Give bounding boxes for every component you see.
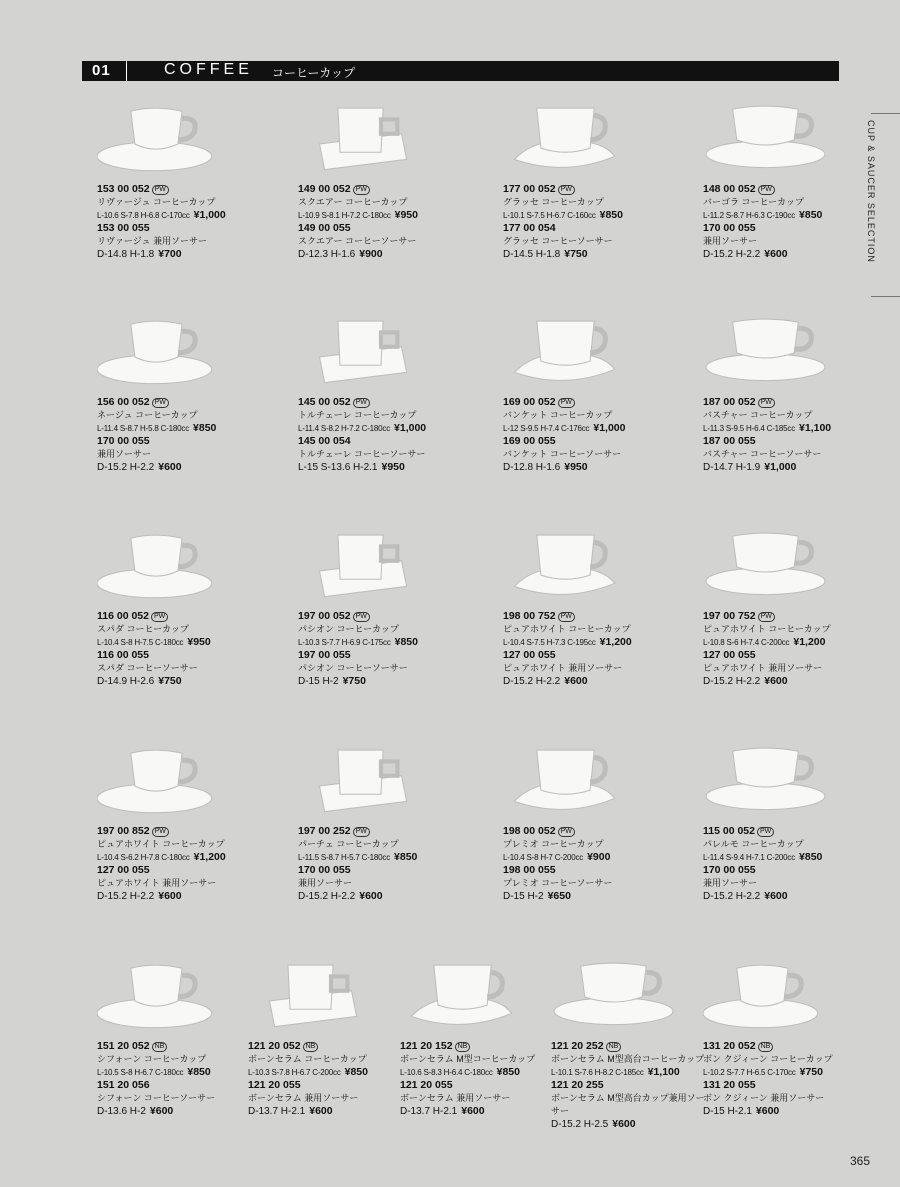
cup-and-saucer-icon [298, 316, 423, 398]
page-number: 365 [850, 1154, 871, 1168]
cup-price: ¥1,200 [599, 636, 632, 648]
cup-price: ¥1,000 [193, 209, 226, 221]
material-badge: PW [152, 185, 169, 195]
cup-dimensions: L-10.8 S-6 H-7.4 C-200cc [703, 638, 790, 647]
cup-and-saucer-icon [97, 745, 222, 827]
cup-code: 197 00 252 [298, 825, 351, 837]
product-info [703, 1040, 863, 1118]
saucer-price: ¥600 [461, 1105, 485, 1117]
cup-and-saucer-icon [703, 745, 828, 827]
cup-and-saucer-icon [503, 103, 628, 185]
product-item [248, 960, 398, 1117]
cup-code: 148 00 052 [703, 183, 756, 195]
product-info [298, 825, 458, 903]
cup-and-saucer-icon [703, 103, 828, 185]
cup-and-saucer-icon [97, 103, 222, 185]
cup-and-saucer-icon [97, 530, 222, 612]
material-badge: PW [151, 612, 168, 622]
cup-name: トルチェーレ コーヒーカップ [298, 410, 417, 420]
cup-dimensions: L-10.4 S-8 H-7 C-200cc [503, 853, 584, 862]
cup-name: グラッセ コーヒーカップ [503, 197, 604, 207]
cup-price: ¥950 [394, 209, 418, 221]
saucer-name: スパダ コーヒーソーサー [97, 663, 198, 673]
saucer-price: ¥650 [547, 890, 571, 902]
product-info [298, 396, 458, 474]
product-item [503, 530, 653, 687]
cup-code: 116 00 052 [97, 610, 149, 622]
cup-and-saucer-icon [703, 960, 828, 1042]
cup-price: ¥1,000 [394, 422, 427, 434]
product-image [298, 316, 428, 398]
saucer-price: ¥600 [158, 461, 182, 473]
cup-price: ¥850 [394, 851, 418, 863]
cup-price: ¥750 [799, 1066, 823, 1078]
product-info [97, 610, 257, 688]
saucer-dimensions: D-13.6 H-2 [97, 1106, 146, 1117]
saucer-price: ¥600 [755, 1105, 780, 1117]
product-image [703, 103, 833, 185]
product-item [703, 103, 853, 260]
cup-name: パシオン コーヒーカップ [298, 624, 399, 634]
product-info [503, 183, 663, 261]
saucer-name: ボーンセラム 兼用ソーサー [248, 1093, 359, 1103]
cup-price: ¥850 [599, 209, 623, 221]
cup-price: ¥850 [496, 1066, 520, 1078]
material-badge: NB [455, 1042, 471, 1052]
cup-price: ¥850 [799, 851, 823, 863]
header-divider [126, 61, 127, 81]
cup-dimensions: L-10.5 S-8 H-6.7 C-180cc [97, 1068, 184, 1077]
saucer-code: 149 00 055 [298, 222, 351, 234]
cup-price: ¥1,100 [647, 1066, 680, 1078]
saucer-name: 兼用ソーサー [703, 878, 758, 888]
product-image [298, 745, 428, 827]
saucer-code: 127 00 055 [503, 649, 556, 661]
cup-and-saucer-icon [503, 745, 628, 827]
cup-name: ピュアホワイト コーヒーカップ [97, 839, 225, 849]
material-badge: PW [758, 612, 775, 622]
product-item [551, 960, 705, 1130]
cup-and-saucer-icon [248, 960, 373, 1042]
cup-name: バンケット コーヒーカップ [503, 410, 613, 420]
cup-name: ピュアホワイト コーヒーカップ [503, 624, 631, 634]
saucer-dimensions: D-13.7 H-2.1 [248, 1106, 306, 1117]
cup-and-saucer-icon [703, 316, 828, 398]
product-item [503, 316, 653, 473]
product-item [400, 960, 550, 1117]
saucer-code: 170 00 055 [97, 435, 150, 447]
cup-name: ボーンセラム コーヒーカップ [248, 1054, 367, 1064]
cup-dimensions: L-10.4 S-6.2 H-7.8 C-180cc [97, 853, 190, 862]
cup-code: 197 00 752 [703, 610, 756, 622]
cup-name: リヴァージュ コーヒーカップ [97, 197, 216, 207]
product-info [400, 1040, 560, 1118]
saucer-dimensions: D-15.2 H-2.2 [503, 676, 561, 687]
product-image [97, 316, 227, 398]
saucer-code: 121 20 055 [248, 1079, 301, 1091]
cup-dimensions: L-10.2 S-7.7 H-6.5 C-170cc [703, 1068, 796, 1077]
saucer-price: ¥600 [764, 675, 788, 687]
product-item [97, 960, 247, 1117]
cup-dimensions: L-10.4 S-8 H-7.5 C-180cc [97, 638, 184, 647]
cup-name: バーゴラ コーヒーカップ [703, 197, 804, 207]
product-info [703, 825, 863, 903]
saucer-dimensions: D-15 H-2.1 [703, 1106, 752, 1117]
cup-code: 169 00 052 [503, 396, 556, 408]
cup-price: ¥950 [187, 636, 211, 648]
product-item [503, 745, 653, 902]
cup-dimensions: L-10.3 S-7.8 H-6.7 C-200cc [248, 1068, 341, 1077]
cup-name: スクエアー コーヒーカップ [298, 197, 408, 207]
saucer-name: シフォーン コーヒーソーサー [97, 1093, 216, 1103]
material-badge: PW [353, 185, 370, 195]
saucer-dimensions: D-15.2 H-2.2 [703, 249, 761, 260]
product-item [97, 316, 247, 473]
saucer-price: ¥1,000 [764, 461, 797, 473]
saucer-name: ボーンセラム 兼用ソーサー [400, 1093, 511, 1103]
saucer-name: パシオン コーヒーソーサー [298, 663, 408, 673]
saucer-code: 170 00 055 [703, 222, 756, 234]
saucer-dimensions: D-15.2 H-2.2 [703, 676, 761, 687]
cup-price: ¥1,200 [193, 851, 226, 863]
product-info [503, 825, 663, 903]
saucer-price: ¥750 [564, 248, 588, 260]
saucer-name: バスチャー コーヒーソーサー [703, 449, 822, 459]
cup-name: ネージュ コーヒーカップ [97, 410, 198, 420]
cup-and-saucer-icon [298, 530, 423, 612]
section-header [82, 61, 839, 81]
material-badge: PW [558, 827, 575, 837]
saucer-code: 197 00 055 [298, 649, 351, 661]
product-item [298, 530, 448, 687]
saucer-code: 170 00 055 [298, 864, 351, 876]
saucer-code: 151 20 056 [97, 1079, 150, 1091]
saucer-name: リヴァージュ 兼用ソーサー [97, 236, 208, 246]
section-number: 01 [92, 62, 111, 79]
product-image [298, 103, 428, 185]
cup-name: プレミオ コーヒーカップ [503, 839, 604, 849]
saucer-dimensions: D-15.2 H-2.2 [97, 462, 155, 473]
cup-and-saucer-icon [298, 103, 423, 185]
cup-dimensions: L-10.6 S-7.8 H-6.8 C-170cc [97, 211, 190, 220]
cup-name: ボーンセラム M型コーヒーカップ [400, 1054, 536, 1064]
cup-and-saucer-icon [503, 316, 628, 398]
product-image [97, 745, 227, 827]
cup-name: スパダ コーヒーカップ [97, 624, 189, 634]
cup-code: 198 00 052 [503, 825, 556, 837]
material-badge: PW [152, 827, 169, 837]
product-info [703, 396, 863, 474]
cup-dimensions: L-10.1 S-7.6 H-8.2 C-185cc [551, 1068, 644, 1077]
cup-dimensions: L-11.3 S-9.5 H-6.4 C-185cc [703, 424, 796, 433]
cup-dimensions: L-11.4 S-8.2 H-7.2 C-180cc [298, 424, 391, 433]
saucer-dimensions: D-13.7 H-2.1 [400, 1106, 458, 1117]
saucer-name: ピュアホワイト 兼用ソーサー [703, 663, 823, 673]
product-item [503, 103, 653, 260]
cup-code: 151 20 052 [97, 1040, 150, 1052]
saucer-name: 兼用ソーサー [97, 449, 152, 459]
product-item [298, 103, 448, 260]
saucer-name: 兼用ソーサー [298, 878, 353, 888]
material-badge: PW [353, 612, 370, 622]
product-image [248, 960, 378, 1042]
material-badge: NB [303, 1042, 319, 1052]
cup-name: パーチェ コーヒーカップ [298, 839, 399, 849]
cup-code: 121 20 052 [248, 1040, 301, 1052]
product-image [703, 316, 833, 398]
material-badge: NB [606, 1042, 622, 1052]
product-info [97, 825, 257, 903]
cup-dimensions: L-10.3 S-7.7 H-6.9 C-175cc [298, 638, 391, 647]
saucer-dimensions: D-15.2 H-2.5 [551, 1119, 609, 1130]
material-badge: PW [758, 398, 775, 408]
saucer-price: ¥600 [359, 890, 383, 902]
product-image [503, 316, 633, 398]
product-info [703, 610, 863, 688]
cup-dimensions: L-10.9 S-8.1 H-7.2 C-180cc [298, 211, 391, 220]
cup-price: ¥850 [193, 422, 217, 434]
cup-code: 197 00 052 [298, 610, 351, 622]
product-image [97, 960, 227, 1042]
saucer-name: 兼用ソーサー [703, 236, 758, 246]
cup-code: 131 20 052 [703, 1040, 756, 1052]
cup-price: ¥900 [587, 851, 611, 863]
cup-dimensions: L-12 S-9.5 H-7.4 C-176cc [503, 424, 590, 433]
saucer-price: ¥600 [564, 675, 588, 687]
cup-and-saucer-icon [400, 960, 525, 1042]
cup-dimensions: L-10.1 S-7.5 H-6.7 C-160cc [503, 211, 596, 220]
cup-code: 197 00 852 [97, 825, 150, 837]
saucer-dimensions: D-14.9 H-2.6 [97, 676, 155, 687]
product-image [503, 103, 633, 185]
saucer-price: ¥600 [149, 1105, 174, 1117]
saucer-name: バンケット コーヒーソーサー [503, 449, 622, 459]
saucer-price: ¥600 [612, 1118, 636, 1130]
product-info [248, 1040, 408, 1118]
product-info [97, 396, 257, 474]
saucer-dimensions: D-15 H-2 [298, 676, 339, 687]
cup-code: 145 00 052 [298, 396, 351, 408]
saucer-price: ¥600 [764, 248, 788, 260]
cup-name: バスチャー コーヒーカップ [703, 410, 813, 420]
cup-name: ピュアホワイト コーヒーカップ [703, 624, 831, 634]
product-info [551, 1040, 711, 1131]
product-item [97, 103, 247, 260]
saucer-code: 116 00 055 [97, 649, 149, 661]
cup-price: ¥1,200 [793, 636, 826, 648]
saucer-code: 131 20 055 [703, 1079, 756, 1091]
saucer-dimensions: D-14.8 H-1.8 [97, 249, 155, 260]
material-badge: PW [353, 827, 370, 837]
product-item [703, 745, 853, 902]
cup-dimensions: L-11.4 S-9.4 H-7.1 C-200cc [703, 853, 796, 862]
saucer-price: ¥600 [309, 1105, 333, 1117]
material-badge: PW [152, 398, 169, 408]
side-label: CUP & SAUCER SELECTION [866, 120, 876, 263]
product-image [551, 960, 681, 1042]
cup-code: 115 00 052 [703, 825, 755, 837]
product-info [298, 610, 458, 688]
saucer-code: 127 00 055 [97, 864, 150, 876]
product-item [298, 745, 448, 902]
product-image [703, 960, 833, 1042]
cup-dimensions: L-11.4 S-8.7 H-5.8 C-180cc [97, 424, 190, 433]
product-info [97, 1040, 257, 1118]
product-info [503, 610, 663, 688]
material-badge: PW [757, 827, 774, 837]
cup-and-saucer-icon [97, 316, 222, 398]
material-badge: PW [558, 612, 575, 622]
product-item [298, 316, 448, 473]
product-image [97, 530, 227, 612]
saucer-price: ¥700 [158, 248, 182, 260]
product-image [400, 960, 530, 1042]
saucer-code: 121 20 255 [551, 1079, 604, 1091]
cup-price: ¥1,000 [593, 422, 626, 434]
section-subtitle: コーヒーカップ [272, 66, 356, 80]
cup-name: ボーンセラム M型高台コーヒーカップ [551, 1054, 705, 1064]
cup-dimensions: L-10.6 S-8.3 H-6.4 C-180cc [400, 1068, 493, 1077]
cup-name: パレルモ コーヒーカップ [703, 839, 804, 849]
material-badge: PW [558, 398, 575, 408]
material-badge: PW [558, 185, 575, 195]
product-info [503, 396, 663, 474]
saucer-name: プレミオ コーヒーソーサー [503, 878, 613, 888]
cup-dimensions: L-10.4 S-7.5 H-7.3 C-195cc [503, 638, 596, 647]
cup-code: 177 00 052 [503, 183, 556, 195]
cup-code: 187 00 052 [703, 396, 756, 408]
cup-code: 121 20 152 [400, 1040, 453, 1052]
saucer-name: スクエアー コーヒーソーサー [298, 236, 417, 246]
cup-price: ¥850 [344, 1066, 368, 1078]
saucer-name: トルチェーレ コーヒーソーサー [298, 449, 426, 459]
product-image [703, 745, 833, 827]
product-info [703, 183, 863, 261]
saucer-name: ボーンセラム M型高台カップ兼用ソーサー [551, 1093, 705, 1116]
saucer-dimensions: D-14.5 H-1.8 [503, 249, 561, 260]
saucer-price: ¥600 [158, 890, 182, 902]
cup-code: 149 00 052 [298, 183, 351, 195]
product-info [298, 183, 458, 261]
saucer-dimensions: D-15.2 H-2.2 [298, 891, 356, 902]
cup-code: 153 00 052 [97, 183, 150, 195]
saucer-dimensions: L-15 S-13.6 H-2.1 [298, 462, 378, 473]
saucer-price: ¥750 [342, 675, 366, 687]
section-title: COFFEE [164, 61, 253, 78]
saucer-dimensions: D-15 H-2 [503, 891, 544, 902]
cup-and-saucer-icon [298, 745, 423, 827]
cup-dimensions: L-11.2 S-8.7 H-6.3 C-190cc [703, 211, 796, 220]
saucer-code: 170 00 055 [703, 864, 756, 876]
material-badge: PW [758, 185, 775, 195]
saucer-price: ¥900 [359, 248, 383, 260]
cup-dimensions: L-11.5 S-8.7 H-5.7 C-180cc [298, 853, 391, 862]
saucer-dimensions: D-12.3 H-1.6 [298, 249, 356, 260]
material-badge: NB [758, 1042, 774, 1052]
side-divider-top [871, 113, 900, 114]
product-item [703, 530, 853, 687]
cup-and-saucer-icon [503, 530, 628, 612]
material-badge: PW [353, 398, 370, 408]
saucer-price: ¥600 [764, 890, 788, 902]
product-image [97, 103, 227, 185]
saucer-dimensions: D-14.7 H-1.9 [703, 462, 761, 473]
cup-and-saucer-icon [97, 960, 222, 1042]
saucer-price: ¥950 [564, 461, 588, 473]
saucer-price: ¥750 [158, 675, 182, 687]
product-item [703, 960, 853, 1117]
saucer-code: 169 00 055 [503, 435, 556, 447]
side-divider-bottom [871, 296, 900, 297]
saucer-code: 198 00 055 [503, 864, 556, 876]
cup-price: ¥1,100 [799, 422, 832, 434]
saucer-code: 121 20 055 [400, 1079, 453, 1091]
saucer-dimensions: D-12.8 H-1.6 [503, 462, 561, 473]
cup-name: シフォーン コーヒーカップ [97, 1054, 207, 1064]
saucer-code: 145 00 054 [298, 435, 351, 447]
product-item [97, 745, 247, 902]
saucer-code: 177 00 054 [503, 222, 556, 234]
saucer-price: ¥950 [381, 461, 405, 473]
saucer-dimensions: D-15.2 H-2.2 [97, 891, 155, 902]
saucer-name: ピュアホワイト 兼用ソーサー [503, 663, 623, 673]
saucer-code: 153 00 055 [97, 222, 150, 234]
product-image [503, 745, 633, 827]
cup-code: 198 00 752 [503, 610, 556, 622]
cup-and-saucer-icon [551, 960, 676, 1042]
cup-price: ¥850 [187, 1066, 211, 1078]
cup-price: ¥850 [799, 209, 823, 221]
saucer-code: 187 00 055 [703, 435, 756, 447]
cup-and-saucer-icon [703, 530, 828, 612]
cup-code: 121 20 252 [551, 1040, 604, 1052]
saucer-name: ピュアホワイト 兼用ソーサー [97, 878, 217, 888]
saucer-dimensions: D-15.2 H-2.2 [703, 891, 761, 902]
cup-name: ボン クジィーン コーヒーカップ [703, 1054, 833, 1064]
saucer-name: グラッセ コーヒーソーサー [503, 236, 613, 246]
product-item [703, 316, 853, 473]
saucer-code: 127 00 055 [703, 649, 756, 661]
product-image [703, 530, 833, 612]
product-image [503, 530, 633, 612]
product-info [97, 183, 257, 261]
material-badge: NB [152, 1042, 168, 1052]
product-item [97, 530, 247, 687]
cup-code: 156 00 052 [97, 396, 150, 408]
saucer-name: ボン クジィーン 兼用ソーサー [703, 1093, 825, 1103]
cup-price: ¥850 [394, 636, 418, 648]
product-image [298, 530, 428, 612]
